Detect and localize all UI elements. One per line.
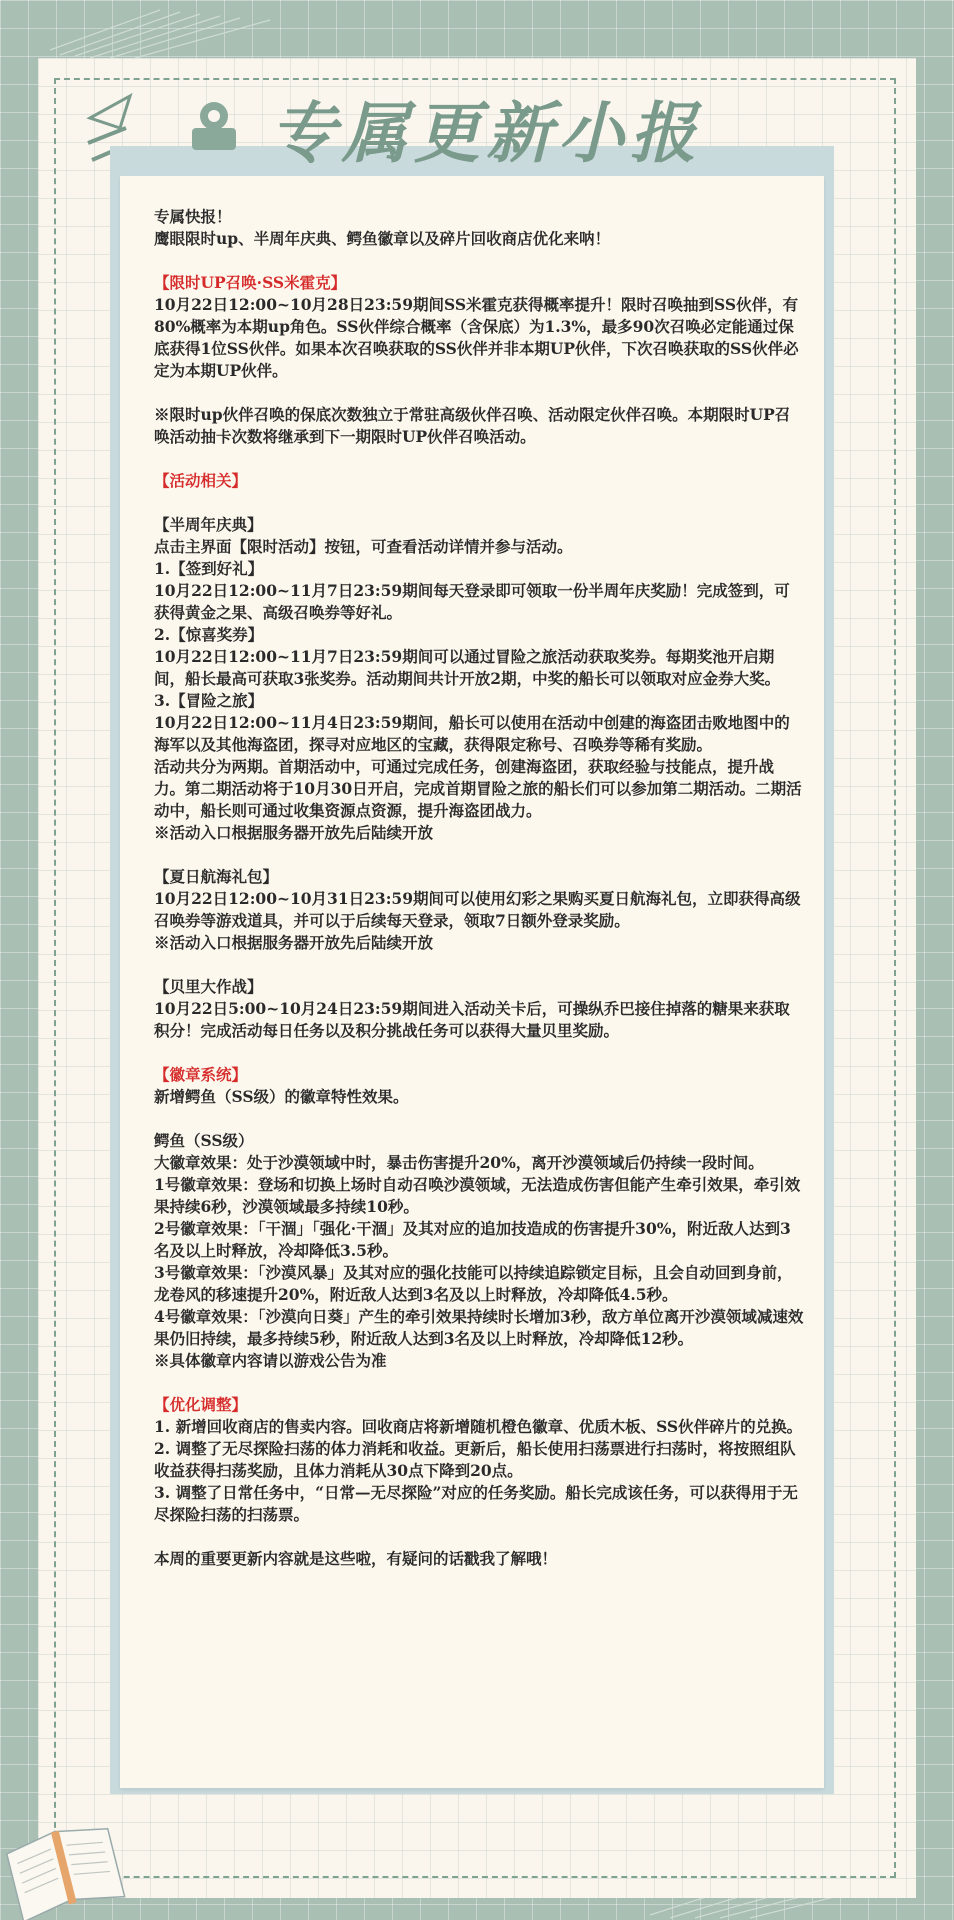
title-area bbox=[0, 80, 954, 170]
paragraph-gap bbox=[154, 844, 804, 866]
page-title: 专属更新小报 bbox=[270, 94, 702, 172]
paragraph: 10月22日12:00~10月31日23:59期间可以使用幻彩之果购买夏日航海礼包，立即获得高级召唤券等游戏道具，并可以于后续每天登录，领取7日额外登录奖励。 bbox=[154, 889, 801, 930]
paragraph: 3. 调整了日常任务中，“日常—无尽探险”对应的任务奖励。船长完成该任务，可以获得用于无尽探险扫荡的扫荡票。 bbox=[154, 1483, 798, 1524]
paragraph: 10月22日12:00~10月28日23:59期间SS米霍克获得概率提升！限时召唤抽到SS伙伴，有80%概率为本期up角色。SS伙伴综合概率（含保底）为1.3%，最多90次召唤必定能通过保底获得1位SS伙伴。如果本次召唤获取的SS伙伴并非本期UP伙伴，下次召唤获取的SS伙伴必定为本期UP伙伴。 bbox=[154, 295, 799, 380]
paragraph-gap bbox=[154, 382, 804, 404]
paragraph: 2号徽章效果：「干涸」「强化·干涸」及其对应的追加技造成的伤害提升30%，附近敌人达到3名及以上时释放，冷却降低3.5秒。 bbox=[154, 1219, 791, 1260]
section-heading: 【徽章系统】 bbox=[154, 1065, 248, 1084]
paragraph: ※活动入口根据服务器开放先后陆续开放 bbox=[154, 933, 434, 952]
paragraph: 点击主界面【限时活动】按钮，可查看活动详情并参与活动。 bbox=[154, 537, 573, 556]
paragraph-gap bbox=[154, 1108, 804, 1130]
article-body bbox=[154, 206, 804, 1570]
paragraph: 专属快报！ bbox=[154, 207, 232, 226]
paragraph-gap bbox=[154, 1372, 804, 1394]
scribble-top-left bbox=[40, 0, 300, 60]
paragraph: ※限时up伙伴召唤的保底次数独立于常驻高级伙伴召唤、活动限定伙伴召唤。本期限时UP召唤活动抽卡次数将继承到下一期限时UP伙伴召唤活动。 bbox=[154, 405, 791, 446]
paragraph-gap bbox=[154, 250, 804, 272]
paragraph: 10月22日12:00~11月7日23:59期间每天登录即可领取一份半周年庆奖励！完成签到，可获得黄金之果、高级召唤券等好礼。 bbox=[154, 581, 790, 622]
paragraph: 【贝里大作战】 bbox=[154, 977, 263, 996]
paragraph-gap bbox=[154, 492, 804, 514]
paragraph: 活动共分为两期。首期活动中，可通过完成任务，创建海盗团，获取经验与技能点，提升战力。第二期活动将于10月30日开启，完成首期冒险之旅的船长们可以参加第二期活动。二期活动中，船长则可通过收集资源点资源，提升海盗团战力。 bbox=[154, 757, 802, 820]
paragraph-gap bbox=[154, 1526, 804, 1548]
paragraph: 10月22日12:00~11月4日23:59期间，船长可以使用在活动中创建的海盗团击败地图中的海军以及其他海盗团，探寻对应地区的宝藏，获得限定称号、召唤券等稀有奖励。 bbox=[154, 713, 790, 754]
paragraph: 1.【签到好礼】 bbox=[154, 559, 264, 578]
paragraph: 鹰眼限时up、半周年庆典、鳄鱼徽章以及碎片回收商店优化来呐！ bbox=[154, 229, 611, 248]
paragraph: ※活动入口根据服务器开放先后陆续开放 bbox=[154, 823, 434, 842]
paragraph: 2.【惊喜奖券】 bbox=[154, 625, 264, 644]
section-heading: 【活动相关】 bbox=[154, 471, 248, 490]
paragraph-gap bbox=[154, 448, 804, 470]
paragraph: 3号徽章效果：「沙漠风暴」及其对应的强化技能可以持续追踪锁定目标，且会自动回到身前，龙卷风的移速提升20%，附近敌人达到3名及以上时释放，冷却降低4.5秒。 bbox=[154, 1263, 793, 1304]
paragraph: 新增鳄鱼（SS级）的徽章特性效果。 bbox=[154, 1087, 409, 1106]
paragraph-gap bbox=[154, 1042, 804, 1064]
paragraph-gap bbox=[154, 954, 804, 976]
section-heading: 【限时UP召唤·SS米霍克】 bbox=[154, 273, 347, 292]
paragraph: 3.【冒险之旅】 bbox=[154, 691, 264, 710]
paragraph: 【半周年庆典】 bbox=[154, 515, 263, 534]
paragraph: 大徽章效果：处于沙漠领域中时，暴击伤害提升20%，离开沙漠领域后仍持续一段时间。 bbox=[154, 1153, 764, 1172]
paragraph: 10月22日12:00~11月7日23:59期间可以通过冒险之旅活动获取奖券。每期奖池开启期间，船长最高可获取3张奖券。活动期间共计开放2期，中奖的船长可以领取对应金券大奖。 bbox=[154, 647, 781, 688]
paragraph: 10月22日5:00~10月24日23:59期间进入活动关卡后，可操纵乔巴接住掉落的糖果来获取积分！完成活动每日任务以及积分挑战任务可以获得大量贝里奖励。 bbox=[154, 999, 790, 1040]
paragraph: 2. 调整了无尽探险扫荡的体力消耗和收益。更新后，船长使用扫荡票进行扫荡时，将按照组队收益获得扫荡奖励，且体力消耗从30点下降到20点。 bbox=[154, 1439, 796, 1480]
open-book-icon bbox=[0, 1800, 130, 1920]
paragraph: 【夏日航海礼包】 bbox=[154, 867, 279, 886]
paragraph: 鳄鱼（SS级） bbox=[154, 1131, 254, 1150]
paragraph: 4号徽章效果：「沙漠向日葵」产生的牵引效果持续时长增加3秒，敌方单位离开沙漠领域减速效果仍旧持续，最多持续5秒，附近敌人达到3名及以上时释放，冷却降低12秒。 bbox=[154, 1307, 804, 1348]
paragraph: 本周的重要更新内容就是这些啦，有疑问的话戳我了解哦！ bbox=[154, 1549, 558, 1568]
section-heading: 【优化调整】 bbox=[154, 1395, 248, 1414]
paragraph: 1号徽章效果：登场和切换上场时自动召唤沙漠领域，无法造成伤害但能产生牵引效果，牵引效果持续6秒，沙漠领域最多持续10秒。 bbox=[154, 1175, 801, 1216]
paragraph: ※具体徽章内容请以游戏公告为准 bbox=[154, 1351, 387, 1370]
paragraph: 1. 新增回收商店的售卖内容。回收商店将新增随机橙色徽章、优质木板、SS伙伴碎片的兑换。 bbox=[154, 1417, 803, 1436]
